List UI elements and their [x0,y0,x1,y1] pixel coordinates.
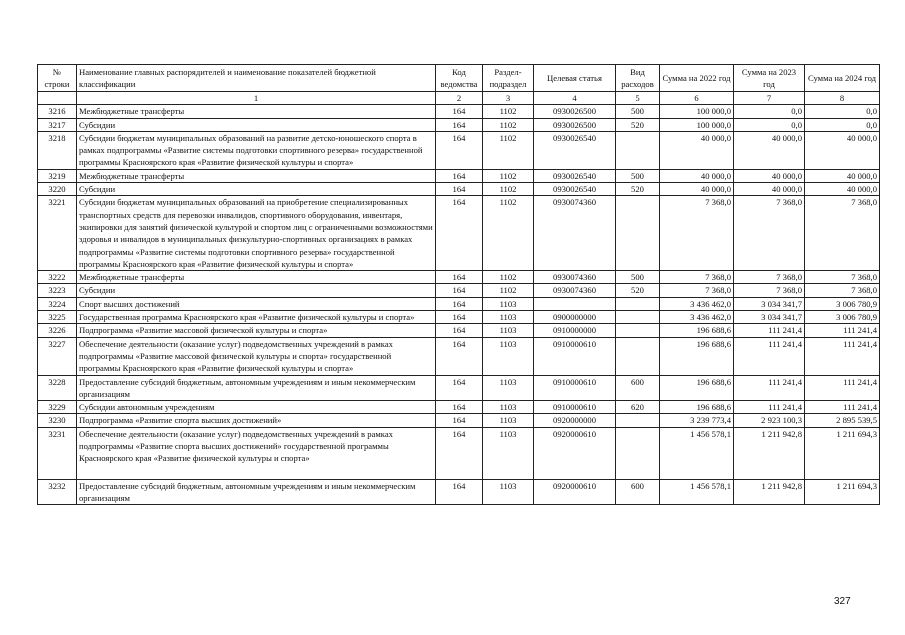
row-code: 164 [436,414,483,427]
row-type [616,337,660,375]
row-type [616,311,660,324]
row-sum-2023: 7 368,0 [734,196,805,271]
row-sum-2022: 196 688,6 [660,324,734,337]
row-name: Субсидии [77,183,436,196]
row-target: 0930026500 [534,105,616,118]
row-code: 164 [436,118,483,131]
row-sum-2022: 100 000,0 [660,105,734,118]
row-sum-2024: 3 006 780,9 [805,311,880,324]
table-row [38,414,880,427]
row-code: 164 [436,131,483,169]
row-code: 164 [436,311,483,324]
row-sum-2023: 1 211 942,8 [734,479,805,505]
row-sum-2023: 40 000,0 [734,169,805,182]
row-sum-2022: 40 000,0 [660,131,734,169]
row-sum-2023: 111 241,4 [734,375,805,401]
table-row [38,324,880,337]
row-name: Предоставление субсидий бюджетным, автономным учреждениям и иным некоммерческим организациям [77,375,436,401]
table-body [38,105,880,505]
row-sum-2023: 7 368,0 [734,284,805,297]
row-target: 0900000000 [534,311,616,324]
row-section: 1102 [483,183,534,196]
row-section: 1102 [483,118,534,131]
row-sum-2023: 40 000,0 [734,131,805,169]
row-code: 164 [436,401,483,414]
row-sum-2022: 196 688,6 [660,337,734,375]
row-code: 164 [436,196,483,271]
row-sum-2024: 111 241,4 [805,337,880,375]
row-sum-2022: 3 239 773,4 [660,414,734,427]
row-number: 3216 [38,105,77,118]
row-section: 1103 [483,311,534,324]
row-sum-2024: 40 000,0 [805,183,880,196]
table-row [38,196,880,271]
row-name: Предоставление субсидий бюджетным, автономным учреждениям и иным некоммерческим организациям [77,479,436,505]
row-target: 0910000610 [534,401,616,414]
row-sum-2024: 7 368,0 [805,196,880,271]
row-sum-2022: 3 436 462,0 [660,297,734,310]
row-target: 0930026540 [534,131,616,169]
table-row [38,271,880,284]
row-section: 1103 [483,401,534,414]
row-sum-2022: 40 000,0 [660,183,734,196]
row-type: 600 [616,479,660,505]
row-type: 500 [616,105,660,118]
row-target: 0910000000 [534,324,616,337]
row-sum-2023: 3 034 341,7 [734,297,805,310]
row-section: 1103 [483,479,534,505]
row-sum-2022: 40 000,0 [660,169,734,182]
header-sum-2022: Сумма на 2022 год [660,65,734,92]
table-row [38,375,880,401]
row-name: Межбюджетные трансферты [77,169,436,182]
row-target: 0910000610 [534,375,616,401]
table-row [38,105,880,118]
row-sum-2023: 7 368,0 [734,271,805,284]
table-row [38,169,880,182]
row-type [616,324,660,337]
row-type [616,427,660,479]
table-row [38,427,880,479]
row-sum-2022: 1 456 578,1 [660,427,734,479]
header-target: Целевая статья [534,65,616,92]
row-sum-2024: 2 895 539,5 [805,414,880,427]
row-name: Государственная программа Красноярского края «Развитие физической культуры и спорта» [77,311,436,324]
row-sum-2023: 2 923 100,3 [734,414,805,427]
row-sum-2024: 40 000,0 [805,131,880,169]
colnum-3: 2 [436,92,483,105]
row-target: 0930026540 [534,183,616,196]
row-name: Субсидии [77,284,436,297]
row-code: 164 [436,324,483,337]
row-target: 0930026500 [534,118,616,131]
row-type: 500 [616,169,660,182]
row-sum-2022: 7 368,0 [660,196,734,271]
row-sum-2022: 100 000,0 [660,118,734,131]
row-target: 0920000610 [534,427,616,479]
row-name: Межбюджетные трансферты [77,271,436,284]
row-target: 0930074360 [534,196,616,271]
colnum-9: 8 [805,92,880,105]
row-section: 1102 [483,271,534,284]
row-sum-2023: 111 241,4 [734,324,805,337]
header-sum-2023: Сумма на 2023 год [734,65,805,92]
colnum-5: 4 [534,92,616,105]
row-section: 1102 [483,196,534,271]
table-row [38,479,880,505]
row-section: 1103 [483,427,534,479]
row-sum-2024: 0,0 [805,105,880,118]
row-number: 3222 [38,271,77,284]
row-type [616,414,660,427]
header-type: Вид расходов [616,65,660,92]
header-code: Код ведомства [436,65,483,92]
table-row [38,131,880,169]
row-target: 0930026540 [534,169,616,182]
row-type: 520 [616,118,660,131]
row-number: 3218 [38,131,77,169]
row-code: 164 [436,105,483,118]
row-sum-2022: 7 368,0 [660,271,734,284]
row-section: 1103 [483,297,534,310]
row-target: 0910000610 [534,337,616,375]
row-type: 620 [616,401,660,414]
row-number: 3223 [38,284,77,297]
row-number: 3228 [38,375,77,401]
row-code: 164 [436,337,483,375]
row-sum-2022: 196 688,6 [660,401,734,414]
column-number-row [38,92,880,105]
row-sum-2024: 1 211 694,3 [805,427,880,479]
row-code: 164 [436,169,483,182]
row-sum-2023: 111 241,4 [734,337,805,375]
table-row [38,311,880,324]
row-sum-2022: 7 368,0 [660,284,734,297]
row-number: 3231 [38,427,77,479]
row-sum-2024: 0,0 [805,118,880,131]
row-name: Обеспечение деятельности (оказание услуг) подведомственных учреждений в рамках подпрограммы «Развитие спорта высших достижений» государственной программы Красноярского края «Развитие физической культуры и спорта» [77,427,436,479]
row-type [616,297,660,310]
row-code: 164 [436,271,483,284]
row-section: 1103 [483,337,534,375]
row-number: 3221 [38,196,77,271]
row-sum-2023: 3 034 341,7 [734,311,805,324]
row-code: 164 [436,297,483,310]
row-number: 3227 [38,337,77,375]
page-number: 327 [834,596,851,607]
row-sum-2024: 3 006 780,9 [805,297,880,310]
table-row [38,297,880,310]
row-section: 1103 [483,414,534,427]
row-sum-2024: 1 211 694,3 [805,479,880,505]
row-sum-2024: 111 241,4 [805,324,880,337]
row-type: 500 [616,271,660,284]
row-target: 0920000610 [534,479,616,505]
header-no: № строки [38,65,77,92]
row-target [534,297,616,310]
row-type [616,131,660,169]
row-name: Субсидии автономным учреждениям [77,401,436,414]
row-name: Подпрограмма «Развитие массовой физической культуры и спорта» [77,324,436,337]
row-sum-2023: 1 211 942,8 [734,427,805,479]
row-type: 600 [616,375,660,401]
row-number: 3220 [38,183,77,196]
row-target: 0930074360 [534,271,616,284]
colnum-2: 1 [77,92,436,105]
row-section: 1103 [483,324,534,337]
header-sum-2024: Сумма на 2024 год [805,65,880,92]
header-name: Наименование главных распорядителей и наименование показателей бюджетной классификации [77,65,436,92]
row-sum-2023: 0,0 [734,105,805,118]
row-target: 0930074360 [534,284,616,297]
row-sum-2024: 7 368,0 [805,284,880,297]
colnum-8: 7 [734,92,805,105]
row-number: 3217 [38,118,77,131]
table-row [38,183,880,196]
colnum-6: 5 [616,92,660,105]
row-code: 164 [436,183,483,196]
row-type: 520 [616,284,660,297]
row-number: 3225 [38,311,77,324]
header-row [38,65,880,92]
row-sum-2022: 196 688,6 [660,375,734,401]
row-sum-2023: 0,0 [734,118,805,131]
row-code: 164 [436,375,483,401]
table-row [38,337,880,375]
row-type: 520 [616,183,660,196]
row-sum-2024: 40 000,0 [805,169,880,182]
row-number: 3232 [38,479,77,505]
colnum-7: 6 [660,92,734,105]
row-section: 1103 [483,375,534,401]
row-sum-2024: 7 368,0 [805,271,880,284]
header-section: Раздел-подраздел [483,65,534,92]
row-section: 1102 [483,169,534,182]
row-sum-2022: 3 436 462,0 [660,311,734,324]
row-sum-2022: 1 456 578,1 [660,479,734,505]
table-row [38,284,880,297]
row-number: 3224 [38,297,77,310]
colnum-4: 3 [483,92,534,105]
row-name: Субсидии [77,118,436,131]
row-code: 164 [436,284,483,297]
row-name: Субсидии бюджетам муниципальных образований на развитие детско-юношеского спорта в рамках подпрограммы «Развитие системы подготовки спортивного резерва» государственной программы Красноярского края «Развитие физической культуры и спорта» [77,131,436,169]
row-type [616,196,660,271]
row-code: 164 [436,427,483,479]
row-name: Подпрограмма «Развитие спорта высших достижений» [77,414,436,427]
row-sum-2024: 111 241,4 [805,401,880,414]
row-number: 3230 [38,414,77,427]
row-name: Субсидии бюджетам муниципальных образований на приобретение специализированных транспортных средств для перевозки инвалидов, спортивного оборудования, инвентаря, экипировки для занятий физической культурой и спортом лиц с ограниченными возможностями здоровья и инвалидов в муниципальных физкультурно-спортивных организациях в рамках подпрограммы «Развитие системы подготовки спортивного резерва» государственной программы Красноярского края «Развитие физической культуры и спорта» [77,196,436,271]
row-code: 164 [436,479,483,505]
row-section: 1102 [483,131,534,169]
row-number: 3226 [38,324,77,337]
table-row [38,401,880,414]
row-number: 3229 [38,401,77,414]
colnum-1 [38,92,77,105]
row-target: 0920000000 [534,414,616,427]
row-section: 1102 [483,284,534,297]
row-name: Обеспечение деятельности (оказание услуг) подведомственных учреждений в рамках подпрограммы «Развитие массовой физической культуры и спорта» государственной программы Красноярского края «Развитие физической культуры и спорта» [77,337,436,375]
budget-table [37,64,880,505]
table-row [38,118,880,131]
row-name: Спорт высших достижений [77,297,436,310]
row-sum-2024: 111 241,4 [805,375,880,401]
row-sum-2023: 40 000,0 [734,183,805,196]
row-name: Межбюджетные трансферты [77,105,436,118]
row-sum-2023: 111 241,4 [734,401,805,414]
row-number: 3219 [38,169,77,182]
row-section: 1102 [483,105,534,118]
